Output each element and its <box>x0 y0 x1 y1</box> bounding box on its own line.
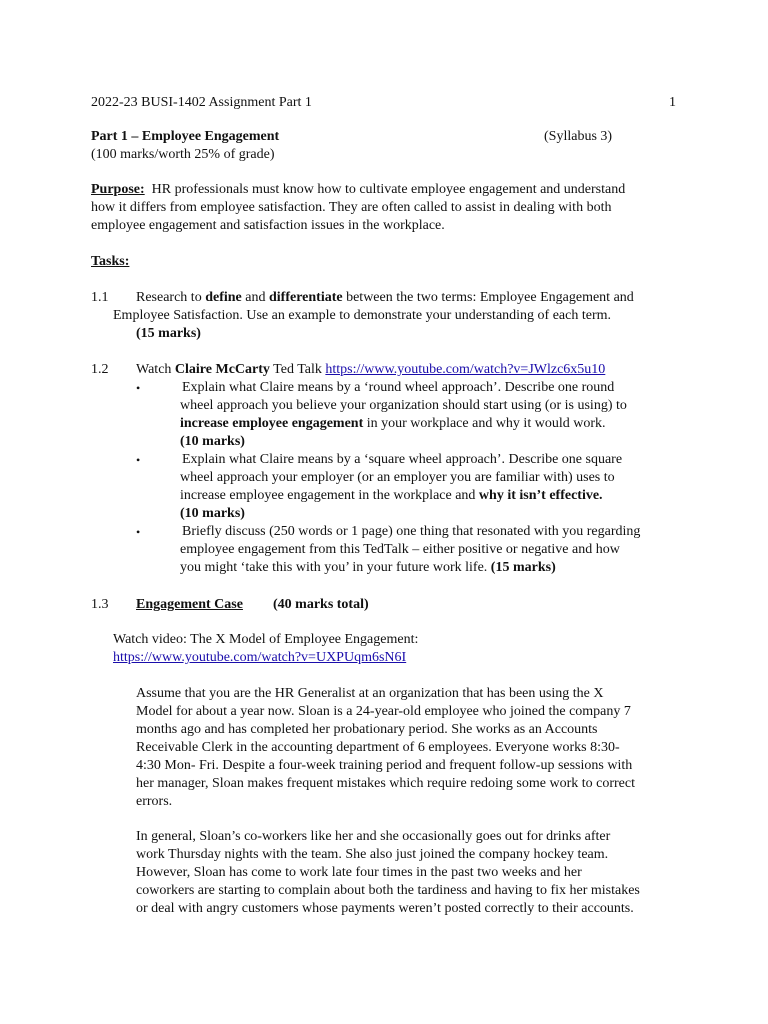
bullet-1-line-2: wheel approach you believe your organization should start using (or is using) to <box>180 398 627 413</box>
case-para-1-line-3: months ago and has completed her probationary period. She works as an Accounts <box>136 722 598 737</box>
case-para-2-line-2: work Thursday nights with the team. She also just joined the company hockey team. <box>136 847 609 862</box>
case-para-2-line-1: In general, Sloan’s co-workers like her and she occasionally goes out for drinks after <box>136 829 611 844</box>
case-para-1-line-2: Model for about a year now. Sloan is a 24-year-old employee who joined the company 7 <box>136 704 631 719</box>
task-1-2-watch: Watch <box>136 362 175 377</box>
task-1-1-line-1 <box>136 289 634 307</box>
bullet-3-marks: (15 marks) <box>490 560 556 575</box>
bullet-2-marks <box>180 505 245 523</box>
bullet-3-line-1: Briefly discuss (250 words or 1 page) one thing that resonated with you regarding <box>182 524 641 539</box>
task-1-1-text-c: and <box>241 290 269 305</box>
purpose-label: Purpose: <box>91 182 145 197</box>
task-1-1-text-a: Research to <box>136 290 206 305</box>
case-para-1-line-5: 4:30 Mon- Fri. Despite a four-week training period and frequent follow-up sessions with <box>136 758 633 773</box>
task-1-1-define: define <box>205 290 242 305</box>
part-title <box>91 128 279 146</box>
task-1-3-marks-text: (40 marks total) <box>273 597 369 612</box>
engagement-case-title: Engagement Case <box>136 597 243 612</box>
document-header: 2022-23 BUSI-1402 Assignment Part 1 <box>91 95 312 110</box>
purpose-line-2: how it differs from employee satisfaction. They are often called to assist in dealing with both <box>91 200 612 215</box>
task-1-2-line <box>136 361 605 379</box>
task-1-2-speaker: Claire McCarty <box>174 362 270 377</box>
bullet-1-line-3 <box>180 415 605 433</box>
ted-talk-link[interactable]: https://www.youtube.com/watch?v=JWlzc6x5u10 <box>325 362 606 377</box>
case-para-2-line-4: coworkers are starting to complain about both the tardiness and having to fix her mistakes <box>136 883 640 898</box>
purpose-line-3: employee engagement and satisfaction issues in the workplace. <box>91 218 445 233</box>
task-1-1-marks-text: (15 marks) <box>136 326 201 341</box>
task-1-3-number: 1.3 <box>91 597 109 612</box>
page-number: 1 <box>669 95 676 110</box>
task-1-3-title <box>136 596 243 614</box>
task-1-2-talk: Ted Talk <box>269 362 326 377</box>
bullet-2-line-2: wheel approach your employer (or an employer you are familiar with) uses to <box>180 470 615 485</box>
purpose-line-1 <box>91 181 625 199</box>
bullet-2-line-3 <box>180 487 603 505</box>
bullet-2-rest: increase employee engagement in the workplace and <box>180 488 479 503</box>
bullet-2-marks-text: (10 marks) <box>180 506 245 521</box>
bullet-icon: • <box>136 525 141 539</box>
tasks-label: Tasks: <box>91 254 130 269</box>
bullet-1-marks <box>180 433 245 451</box>
task-1-1-number: 1.1 <box>91 290 109 305</box>
bullet-icon: • <box>136 453 141 467</box>
task-1-1-differentiate: differentiate <box>268 290 343 305</box>
bullet-3-rest: you might ‘take this with you’ in your future work life. <box>180 560 491 575</box>
task-1-3-link-line <box>113 649 406 667</box>
task-1-3-watch: Watch video: The X Model of Employee Engagement: <box>113 632 419 647</box>
bullet-1-marks-text: (10 marks) <box>180 434 245 449</box>
case-para-2-line-5: or deal with angry customers whose payments weren’t posted correctly to their accounts. <box>136 901 634 916</box>
bullet-2-bold: why it isn’t effective. <box>478 488 603 503</box>
syllabus-ref: (Syllabus 3) <box>544 129 613 144</box>
task-1-1-line-2: Employee Satisfaction. Use an example to demonstrate your understanding of each term. <box>113 308 612 323</box>
bullet-3-line-2: employee engagement from this TedTalk – either positive or negative and how <box>180 542 620 557</box>
task-1-3-marks <box>273 596 369 614</box>
x-model-video-link[interactable]: https://www.youtube.com/watch?v=UXPUqm6sN6I <box>113 650 407 665</box>
task-1-1-text-e: between the two terms: Employee Engagement and <box>342 290 634 305</box>
bullet-1-rest: in your workplace and why it would work. <box>363 416 606 431</box>
bullet-1-line-1: Explain what Claire means by a ‘round wheel approach’. Describe one round <box>182 380 615 395</box>
task-1-2-number: 1.2 <box>91 362 109 377</box>
case-para-1-line-7: errors. <box>136 794 173 809</box>
bullet-icon: • <box>136 381 141 395</box>
part-marks: (100 marks/worth 25% of grade) <box>91 147 275 162</box>
tasks-heading <box>91 253 129 271</box>
case-para-1-line-4: Receivable Clerk in the accounting department of 6 employees. Everyone works 8:30- <box>136 740 620 755</box>
bullet-1-bold: increase employee engagement <box>180 416 364 431</box>
purpose-text-1: HR professionals must know how to cultivate employee engagement and understand <box>151 182 626 197</box>
part-title-text: Part 1 – Employee Engagement <box>91 129 280 144</box>
case-para-2-line-3: However, Sloan has come to work late four times in the past two weeks and her <box>136 865 582 880</box>
case-para-1-line-1: Assume that you are the HR Generalist at an organization that has been using the X <box>136 686 604 701</box>
bullet-3-line-3 <box>180 559 556 577</box>
bullet-2-line-1: Explain what Claire means by a ‘square wheel approach’. Describe one square <box>182 452 623 467</box>
task-1-1-marks <box>136 325 201 343</box>
case-para-1-line-6: her manager, Sloan makes frequent mistakes which require redoing some work to correct <box>136 776 635 791</box>
